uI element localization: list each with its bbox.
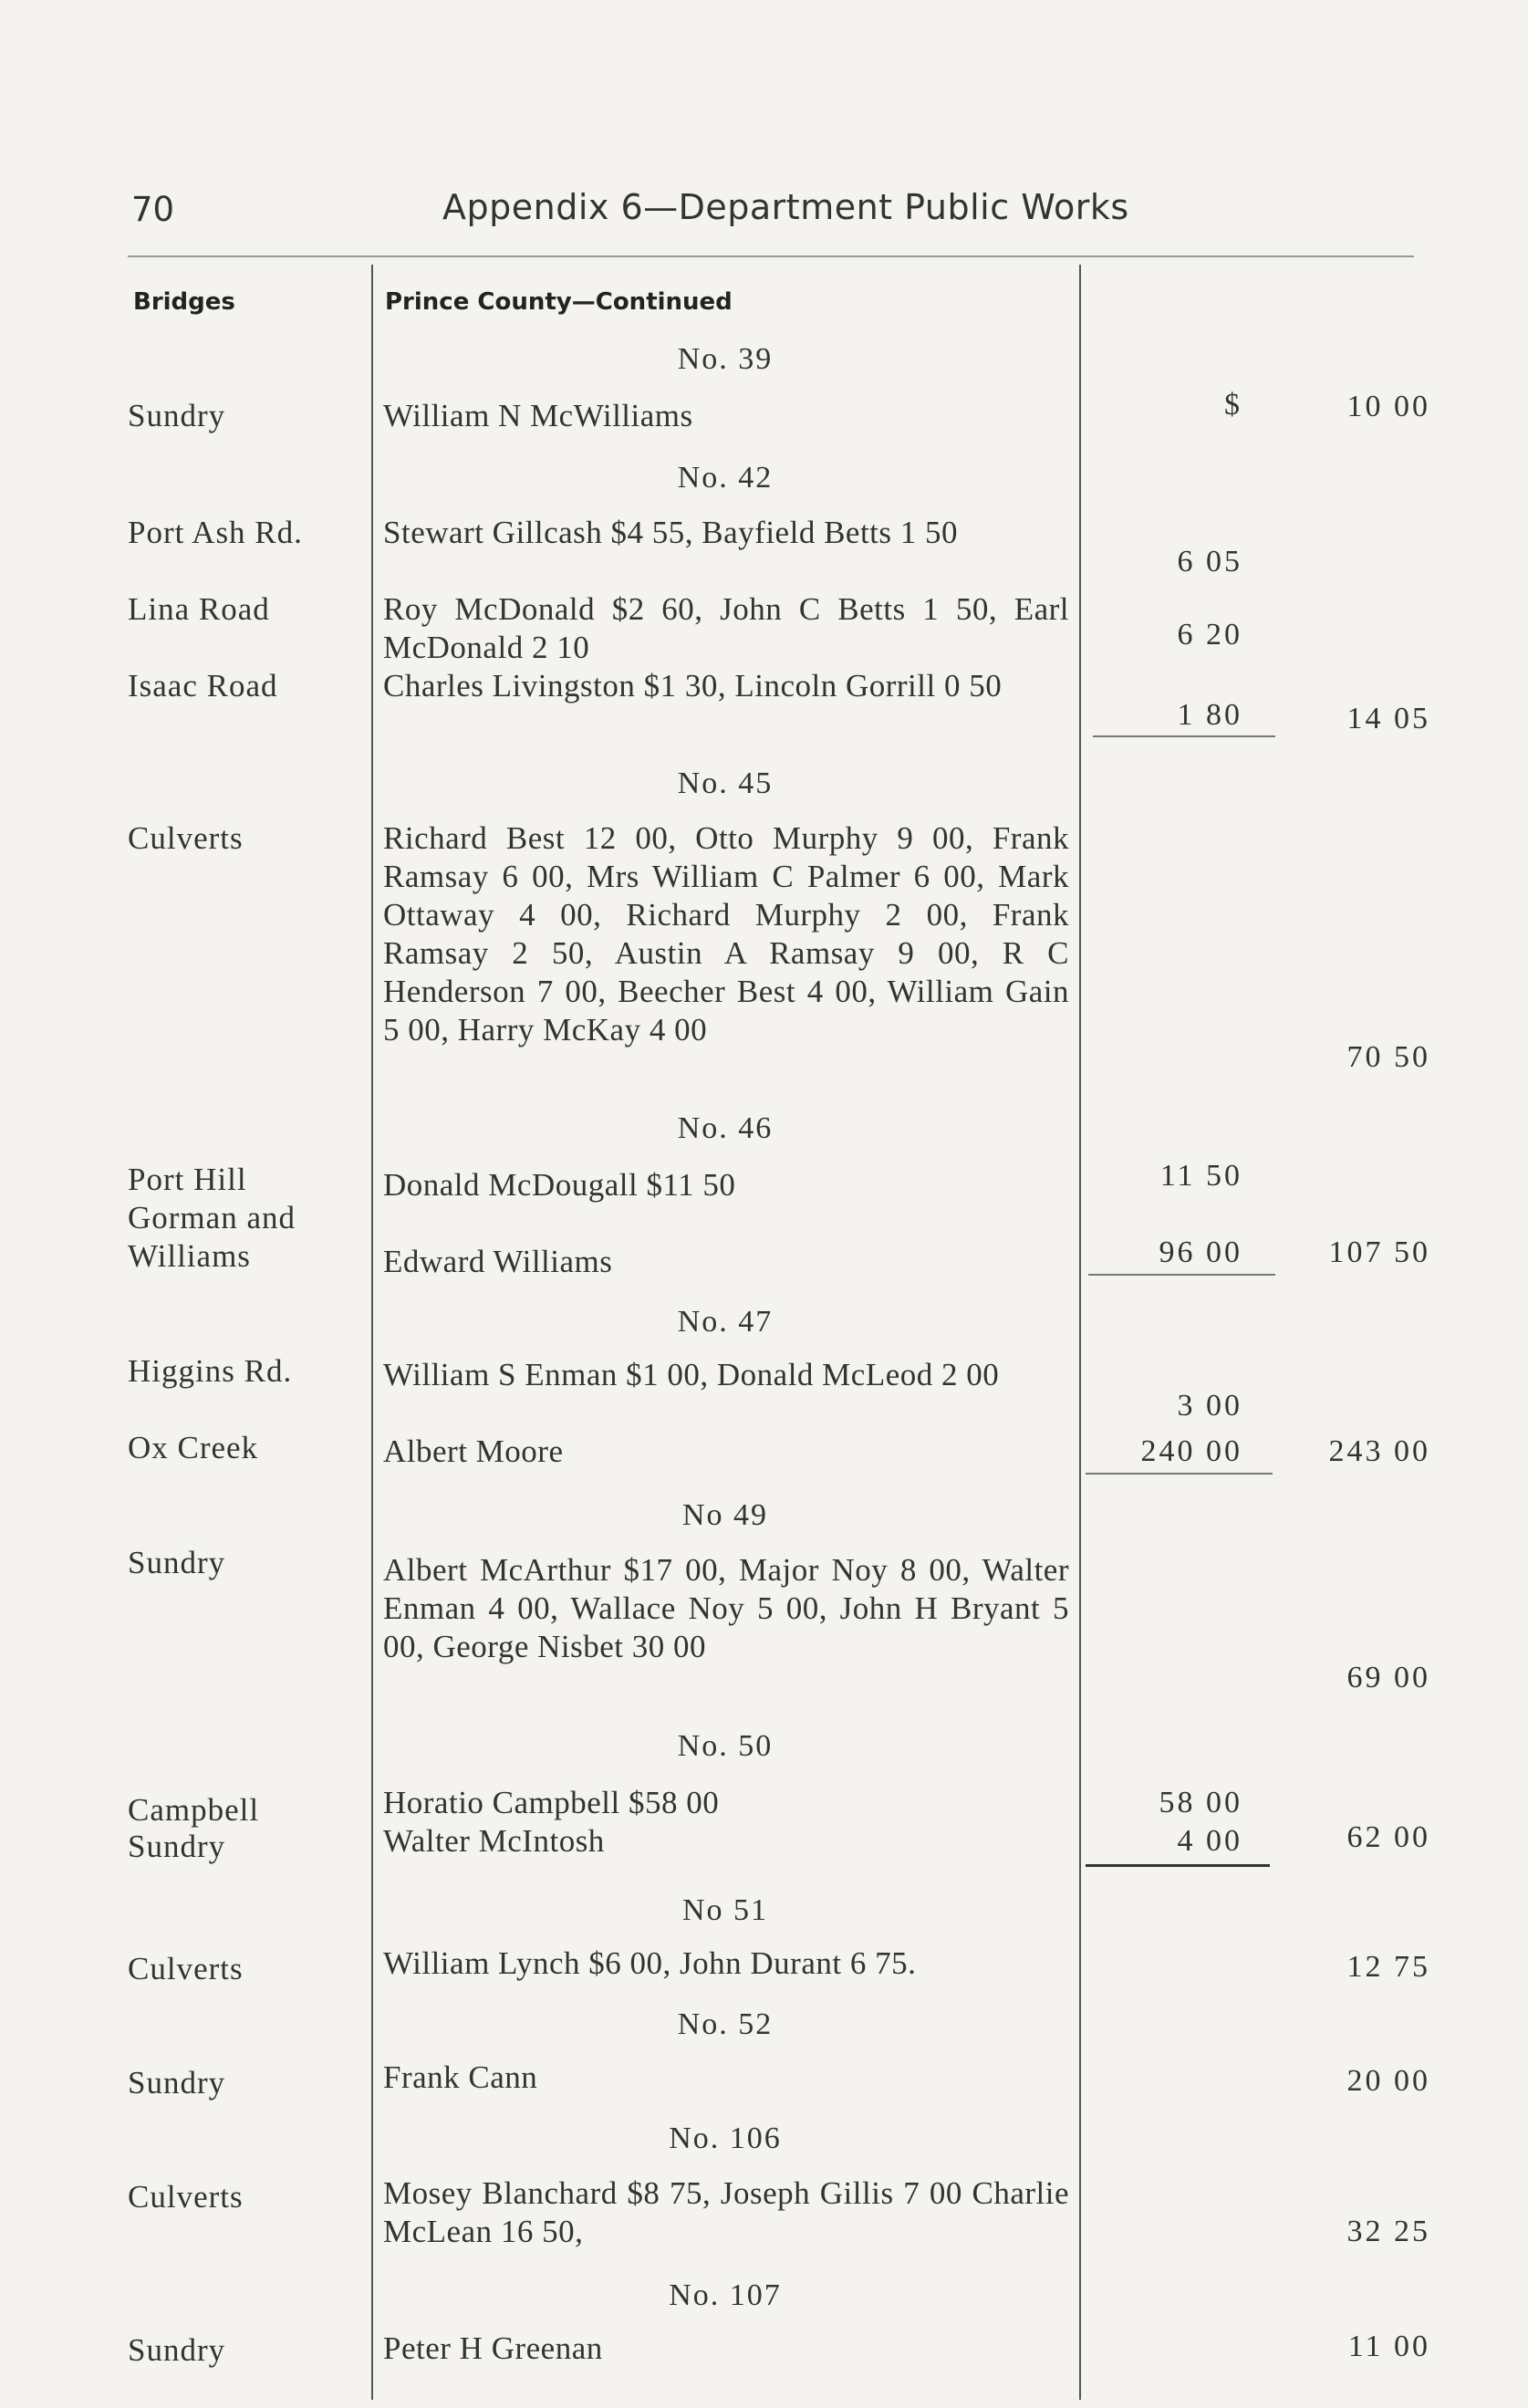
section-title: No 49 bbox=[681, 1498, 769, 1532]
section-total: 32 25 bbox=[1346, 2215, 1430, 2248]
row-label: Campbell bbox=[128, 1792, 260, 1828]
section-total: 11 00 bbox=[1347, 2330, 1430, 2363]
row-text: Frank Cann bbox=[383, 2059, 538, 2095]
row-label: Culverts bbox=[128, 2179, 244, 2215]
row-label: Port Hill bbox=[128, 1162, 247, 1197]
section-total: 107 50 bbox=[1328, 1235, 1430, 1269]
row-label: Culverts bbox=[128, 820, 244, 856]
section-title: No. 50 bbox=[677, 1729, 774, 1763]
section-title: No 51 bbox=[681, 1893, 769, 1927]
row-label: Culverts bbox=[128, 1951, 244, 1986]
row-text: Richard Best 12 00, Otto Murphy 9 00, Frank Ramsay 6 00, Mrs William C Palmer 6 00, Mark Ottaway 4 00, Richard Murphy 2 00, Frank Ramsay 2 50, Austin A Ramsay 9 00, R C Henderson 7 00, Beecher Best 4 00, William Gain 5 00, Harry McKay 4 00 bbox=[383, 820, 1069, 1048]
section-title: No. 39 bbox=[677, 342, 774, 376]
row-label: Ox Creek bbox=[128, 1430, 259, 1465]
row-text: Albert Moore bbox=[383, 1433, 564, 1469]
row-amount: 6 20 bbox=[1177, 618, 1242, 652]
row-text: Donald McDougall $11 50 bbox=[383, 1167, 736, 1203]
subtotal-rule bbox=[1086, 1864, 1270, 1867]
section-total: 70 50 bbox=[1346, 1040, 1430, 1074]
row-amount: 11 50 bbox=[1159, 1159, 1242, 1193]
row-amount: 6 05 bbox=[1177, 545, 1242, 579]
section-total: 20 00 bbox=[1346, 2064, 1430, 2098]
row-text: William Lynch $6 00, John Durant 6 75. bbox=[383, 1945, 917, 1981]
row-text: William N McWilliams bbox=[383, 398, 693, 433]
row-label: Sundry bbox=[128, 2332, 226, 2368]
row-text: Mosey Blanchard $8 75, Joseph Gillis 7 00 Charlie McLean 16 50, bbox=[383, 2175, 1069, 2249]
page-number: 70 bbox=[131, 190, 175, 229]
section-title: No. 47 bbox=[677, 1305, 774, 1339]
section-title: No. 106 bbox=[669, 2121, 782, 2155]
row-text: Roy McDonald $2 60, John C Betts 1 50, Earl McDonald 2 10 bbox=[383, 591, 1069, 665]
row-amount: 3 00 bbox=[1177, 1389, 1242, 1423]
row-amount: 96 00 bbox=[1159, 1235, 1242, 1269]
subtotal-rule bbox=[1086, 1473, 1273, 1475]
column-head-county: Prince County—Continued bbox=[385, 288, 733, 316]
row-label: Sundry bbox=[128, 1545, 226, 1580]
row-text: Edward Williams bbox=[383, 1244, 613, 1279]
row-text: Peter H Greenan bbox=[383, 2330, 603, 2366]
subtotal-rule bbox=[1088, 1274, 1275, 1276]
row-amount: 58 00 bbox=[1159, 1786, 1242, 1819]
section-total: 62 00 bbox=[1346, 1820, 1430, 1854]
row-label: Isaac Road bbox=[128, 668, 278, 704]
section-title: No. 46 bbox=[677, 1111, 774, 1145]
row-label: Higgins Rd. bbox=[128, 1353, 293, 1389]
row-amount: 1 80 bbox=[1177, 698, 1242, 732]
row-text: William S Enman $1 00, Donald McLeod 2 00 bbox=[383, 1357, 1000, 1392]
row-text: Charles Livingston $1 30, Lincoln Gorrill 0 50 bbox=[383, 668, 1003, 704]
row-amount: 240 00 bbox=[1140, 1434, 1242, 1468]
page-title: Appendix 6—Department Public Works bbox=[442, 187, 1129, 227]
row-label: Sundry bbox=[128, 1829, 226, 1864]
section-total: 14 05 bbox=[1346, 702, 1430, 735]
subtotal-rule bbox=[1093, 735, 1275, 737]
section-title: No. 45 bbox=[677, 766, 774, 800]
dollar-sign: $ bbox=[1224, 388, 1242, 422]
row-label: Sundry bbox=[128, 2065, 226, 2100]
section-title: No. 42 bbox=[677, 461, 774, 495]
row-label: Gorman and Williams bbox=[128, 1200, 296, 1274]
row-text: Horatio Campbell $58 00 bbox=[383, 1785, 720, 1820]
row-label: Sundry bbox=[128, 398, 226, 433]
section-total: 10 00 bbox=[1346, 390, 1430, 423]
section-total: 243 00 bbox=[1328, 1434, 1430, 1468]
section-title: No. 107 bbox=[669, 2278, 782, 2312]
section-total: 69 00 bbox=[1346, 1661, 1430, 1694]
header-rule bbox=[128, 255, 1414, 257]
row-text: Stewart Gillcash $4 55, Bayfield Betts 1 50 bbox=[383, 515, 959, 550]
column-head-bridges: Bridges bbox=[133, 288, 235, 316]
row-text: Walter McIntosh bbox=[383, 1823, 605, 1859]
row-label: Port Ash Rd. bbox=[128, 515, 303, 550]
row-text: Albert McArthur $17 00, Major Noy 8 00, Walter Enman 4 00, Wallace Noy 5 00, John H Bryant 5 00, George Nisbet 30 00 bbox=[383, 1552, 1069, 1664]
section-title: No. 52 bbox=[677, 2007, 774, 2041]
row-label: Lina Road bbox=[128, 591, 270, 627]
row-amount: 4 00 bbox=[1177, 1824, 1242, 1858]
section-total: 12 75 bbox=[1346, 1950, 1430, 1984]
